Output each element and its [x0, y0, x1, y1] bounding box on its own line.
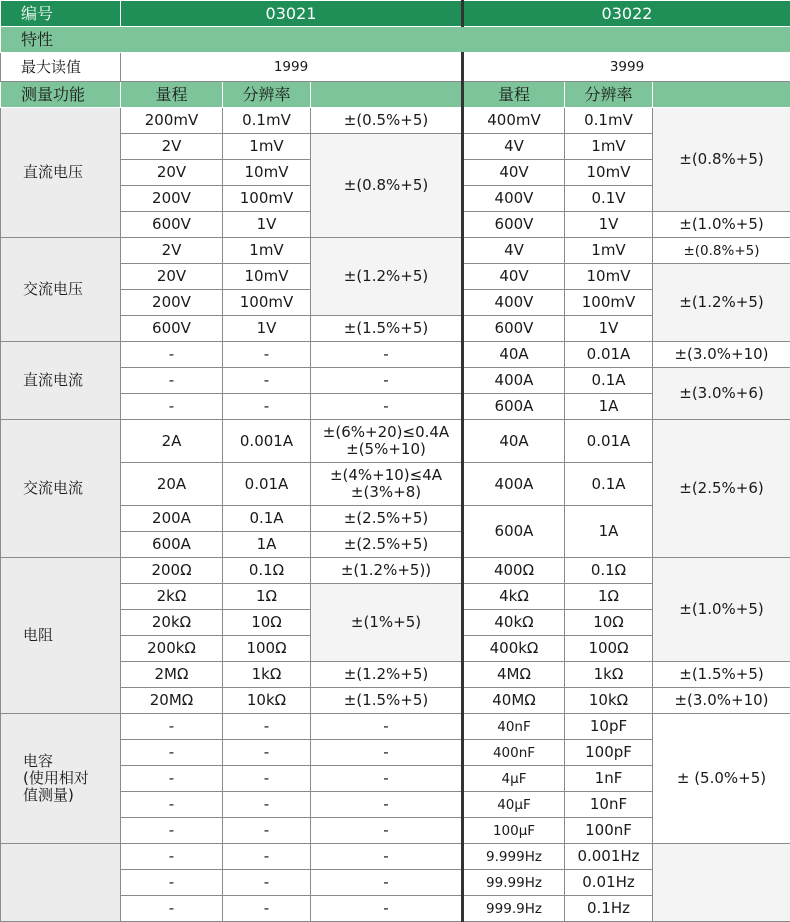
cell: 10nF	[565, 792, 653, 818]
cell: ±(0.5%+5)	[311, 108, 463, 134]
cell: 0.1Ω	[565, 558, 653, 584]
cell: 10mV	[223, 160, 311, 186]
resolution-label-b: 分辨率	[565, 82, 653, 108]
cell: -	[311, 714, 463, 740]
cell: 200kΩ	[121, 636, 223, 662]
dcv-name: 直流电压	[1, 108, 121, 238]
cell: -	[311, 740, 463, 766]
cell: 2kΩ	[121, 584, 223, 610]
feature-label: 特性	[1, 27, 790, 53]
cell: -	[121, 342, 223, 368]
cell: ±(1.0%+5)	[653, 212, 790, 238]
cell: 600A	[121, 532, 223, 558]
cell: -	[311, 368, 463, 394]
cell: -	[223, 342, 311, 368]
cap-name-line: 电容	[23, 752, 53, 770]
cell: 1mV	[223, 238, 311, 264]
cell: ±(0.8%+5)	[311, 134, 463, 238]
max-reading-b: 3999	[463, 53, 790, 82]
cell: 600A	[463, 506, 565, 558]
cell: 100mV	[223, 186, 311, 212]
cell: -	[121, 394, 223, 420]
cell: 1mV	[223, 134, 311, 160]
cell: -	[311, 844, 463, 870]
cell: ±(2.5%+5)	[311, 532, 463, 558]
cell: 10mV	[223, 264, 311, 290]
cell: 10kΩ	[223, 688, 311, 714]
table-row	[1, 420, 790, 463]
aca-name: 交流电流	[1, 420, 121, 558]
cell: 1V	[223, 212, 311, 238]
cell: 100μF	[463, 818, 565, 844]
res-name: 电阻	[1, 558, 121, 714]
cell: 1Ω	[565, 584, 653, 610]
cell: 100Ω	[565, 636, 653, 662]
cell: -	[223, 766, 311, 792]
model-b: 03022	[463, 1, 790, 27]
cell: 0.1Ω	[223, 558, 311, 584]
cell: 4μF	[463, 766, 565, 792]
cell: ±(1.0%+5)	[653, 558, 790, 662]
table-row	[1, 108, 790, 134]
cell: ±(1.2%+5)	[653, 264, 790, 342]
cell: 1kΩ	[223, 662, 311, 688]
cell: 9.999Hz	[463, 844, 565, 870]
code-label: 编号	[1, 1, 121, 27]
cell	[653, 844, 790, 922]
cell: 1kΩ	[565, 662, 653, 688]
cell: 1A	[223, 532, 311, 558]
cell: ±(3.0%+10)	[653, 342, 790, 368]
cell: -	[121, 714, 223, 740]
cell: -	[223, 368, 311, 394]
accuracy-line: ±(4%+10)≤4A	[330, 466, 442, 484]
cell: -	[311, 342, 463, 368]
cell: 0.001Hz	[565, 844, 653, 870]
cell: 999.9Hz	[463, 896, 565, 922]
cell: 4V	[463, 238, 565, 264]
cell: 1Ω	[223, 584, 311, 610]
cell: ±(1%+5)	[311, 584, 463, 662]
cell: 400A	[463, 463, 565, 506]
cell: 400kΩ	[463, 636, 565, 662]
cell: 0.01A	[565, 342, 653, 368]
cell: 400mV	[463, 108, 565, 134]
cell: 0.1mV	[565, 108, 653, 134]
cell: 1A	[565, 506, 653, 558]
cell: -	[121, 740, 223, 766]
cell: -	[311, 766, 463, 792]
cell: ± (5.0%+5)	[653, 714, 790, 844]
cell: 1mV	[565, 134, 653, 160]
cell: 200mV	[121, 108, 223, 134]
cell: -	[121, 766, 223, 792]
cell: 40V	[463, 264, 565, 290]
cell: 600V	[463, 316, 565, 342]
cell: -	[223, 394, 311, 420]
cell: -	[223, 792, 311, 818]
cell	[311, 420, 463, 463]
cell: 40MΩ	[463, 688, 565, 714]
cell: 1V	[565, 212, 653, 238]
cell: ±(1.2%+5))	[311, 558, 463, 584]
cell: ±(0.8%+5)	[653, 108, 790, 212]
dca-name: 直流电流	[1, 342, 121, 420]
resolution-label-a: 分辨率	[223, 82, 311, 108]
cell: -	[121, 870, 223, 896]
cell: 40A	[463, 420, 565, 463]
cell: 100pF	[565, 740, 653, 766]
acv-name: 交流电压	[1, 238, 121, 342]
cell: ±(1.2%+5)	[311, 662, 463, 688]
cell: -	[311, 792, 463, 818]
cell: 10Ω	[223, 610, 311, 636]
cell: 4V	[463, 134, 565, 160]
cell: 0.1Hz	[565, 896, 653, 922]
table-row	[1, 844, 790, 870]
cell: 200Ω	[121, 558, 223, 584]
cell: 40A	[463, 342, 565, 368]
cell: 2V	[121, 238, 223, 264]
accuracy-label-a	[311, 82, 463, 108]
cell: -	[121, 844, 223, 870]
model-a: 03021	[121, 1, 463, 27]
cell: 600V	[121, 316, 223, 342]
cell: -	[223, 896, 311, 922]
range-label-b: 量程	[463, 82, 565, 108]
cell: ±(1.5%+5)	[311, 316, 463, 342]
cell: 20kΩ	[121, 610, 223, 636]
cell: 200V	[121, 290, 223, 316]
cell: 20V	[121, 264, 223, 290]
cell: 40μF	[463, 792, 565, 818]
freq-name	[1, 844, 121, 922]
table-row	[1, 238, 790, 264]
cell: 1A	[565, 394, 653, 420]
max-reading-label: 最大读值	[1, 53, 121, 82]
cell: 100mV	[223, 290, 311, 316]
cell: 0.1V	[565, 186, 653, 212]
cell: ±(2.5%+5)	[311, 506, 463, 532]
cell: ±(1.2%+5)	[311, 238, 463, 316]
cell: 600V	[121, 212, 223, 238]
cap-name	[1, 714, 121, 844]
cell: 400nF	[463, 740, 565, 766]
cell: ±(3.0%+6)	[653, 368, 790, 420]
cell: 100mV	[565, 290, 653, 316]
row-code	[1, 1, 790, 27]
cell: -	[223, 714, 311, 740]
cell: 200V	[121, 186, 223, 212]
accuracy-line: ±(6%+20)≤0.4A	[323, 423, 449, 441]
cell: 0.1mV	[223, 108, 311, 134]
cell: ±(3.0%+10)	[653, 688, 790, 714]
cell: 600V	[463, 212, 565, 238]
cell: 400V	[463, 290, 565, 316]
max-reading-a: 1999	[121, 53, 463, 82]
cell: ±(0.8%+5)	[653, 238, 790, 264]
accuracy-line: ±(5%+10)	[346, 440, 426, 458]
cell: 10Ω	[565, 610, 653, 636]
cell: 0.001A	[223, 420, 311, 463]
cell: 10pF	[565, 714, 653, 740]
cell: 400V	[463, 186, 565, 212]
cell: 4MΩ	[463, 662, 565, 688]
cell: -	[311, 818, 463, 844]
cell: 10mV	[565, 160, 653, 186]
cell: -	[121, 368, 223, 394]
cell: 10kΩ	[565, 688, 653, 714]
cell: 1V	[223, 316, 311, 342]
cell: -	[223, 870, 311, 896]
cap-name-line: (使用相对	[23, 769, 89, 787]
cell: 1mV	[565, 238, 653, 264]
table-row	[1, 714, 790, 740]
cell: 40V	[463, 160, 565, 186]
cell: 0.1A	[565, 463, 653, 506]
cell	[311, 463, 463, 506]
cell: -	[121, 896, 223, 922]
accuracy-line: ±(3%+8)	[351, 483, 421, 501]
cell: 40kΩ	[463, 610, 565, 636]
cell: 99.99Hz	[463, 870, 565, 896]
cell: 600A	[463, 394, 565, 420]
cell: ±(1.5%+5)	[311, 688, 463, 714]
row-function-header	[1, 82, 790, 108]
cell: -	[223, 740, 311, 766]
cell: 400Ω	[463, 558, 565, 584]
cell: 2MΩ	[121, 662, 223, 688]
table-row	[1, 558, 790, 584]
cell: -	[311, 394, 463, 420]
table-row	[1, 342, 790, 368]
cell: -	[121, 818, 223, 844]
cell: 0.1A	[223, 506, 311, 532]
cell: -	[311, 896, 463, 922]
cell: 0.01A	[223, 463, 311, 506]
cell: 2A	[121, 420, 223, 463]
cell: 200A	[121, 506, 223, 532]
cell: -	[223, 818, 311, 844]
cap-name-line: 值测量)	[23, 786, 74, 804]
cell: 4kΩ	[463, 584, 565, 610]
function-label: 测量功能	[1, 82, 121, 108]
row-feature	[1, 27, 790, 53]
cell: 20MΩ	[121, 688, 223, 714]
cell: ±(2.5%+6)	[653, 420, 790, 558]
cell: -	[121, 792, 223, 818]
cell: 10mV	[565, 264, 653, 290]
cell: 100Ω	[223, 636, 311, 662]
cell: 0.1A	[565, 368, 653, 394]
cell: 100nF	[565, 818, 653, 844]
cell: 20A	[121, 463, 223, 506]
cell: 40nF	[463, 714, 565, 740]
accuracy-label-b	[653, 82, 790, 108]
cell: 20V	[121, 160, 223, 186]
cell: -	[311, 870, 463, 896]
cell: 400A	[463, 368, 565, 394]
row-max-reading	[1, 53, 790, 82]
range-label-a: 量程	[121, 82, 223, 108]
cell: ±(1.5%+5)	[653, 662, 790, 688]
cell: 0.01Hz	[565, 870, 653, 896]
cell: 0.01A	[565, 420, 653, 463]
cell: 1V	[565, 316, 653, 342]
cell: -	[223, 844, 311, 870]
cell: 1nF	[565, 766, 653, 792]
cell: 2V	[121, 134, 223, 160]
